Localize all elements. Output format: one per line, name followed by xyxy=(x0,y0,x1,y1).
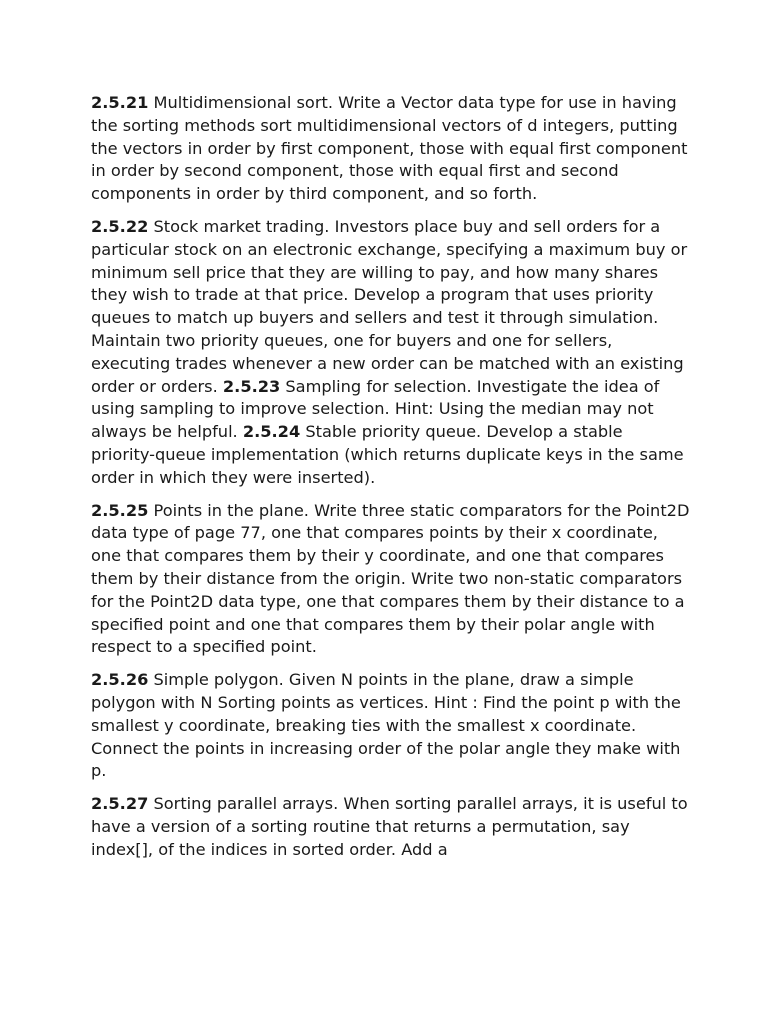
exercise-number: 2.5.24 xyxy=(242,422,301,442)
exercise-number: 2.5.27 xyxy=(91,794,149,814)
exercise-text: Sorting parallel arrays. When sorting parallel arrays, it is useful to have a version of a sorting routine that returns a permutation, say index[], of the indices in sorted order. Add a xyxy=(91,794,688,859)
exercise-text: Multidimensional sort. Write a Vector data type for use in having the sorting methods sort multidimensional vectors of d integers, putting the vectors in order by first component, those with equal first component in order by second component, those with equal first and second components in order by third component, and so forth. xyxy=(91,93,688,204)
document-page xyxy=(91,92,691,872)
exercise-text: Points in the plane. Write three static comparators for the Point2D data type of page 77, one that compares points by their x coordinate, one that compares them by their y coordinate, and one that compares them by their distance from the origin. Write two non-static comparators for the Point2D data type, one that compares them by their distance to a specified point and one that compares them by their polar angle with respect to a specified point. xyxy=(91,500,690,657)
exercise-2-5-21 xyxy=(91,92,691,206)
exercise-text: Simple polygon. Given N points in the plane, draw a simple polygon with N Sorting points as vertices. Hint : Find the point p with the smallest y coordinate, breaking ties with the smallest x coordinate. Connect the points in increasing order of the polar angle they make with p. xyxy=(91,670,681,781)
exercise-2-5-25 xyxy=(91,500,691,660)
exercise-2-5-27 xyxy=(91,793,691,861)
exercise-2-5-22 xyxy=(91,216,691,490)
exercise-text: Stable priority queue. Develop a stable priority-queue implementation (which returns duplicate keys in the same order in which they were inserted). xyxy=(91,422,684,487)
exercise-number: 2.5.22 xyxy=(91,216,149,236)
exercise-text: Stock market trading. Investors place buy and sell orders for a particular stock on an electronic exchange, specifying a maximum buy or minimum sell price that they are willing to pay, and how many shares they wish to trade at that price. Develop a program that uses priority queues to match up buyers and sellers and test it through simulation. Maintain two priority queues, one for buyers and one for sellers, executing trades whenever a new order can be matched with an existing order or orders. xyxy=(91,216,688,396)
exercise-number: 2.5.25 xyxy=(91,500,149,520)
exercise-2-5-26 xyxy=(91,669,691,783)
exercise-text: Sampling for selection. Investigate the idea of using sampling to improve selection. Hint: Using the median may not always be helpful. xyxy=(91,376,660,442)
exercise-number: 2.5.21 xyxy=(91,93,149,112)
exercise-number: 2.5.26 xyxy=(91,670,149,690)
exercise-number: 2.5.23 xyxy=(222,376,281,396)
